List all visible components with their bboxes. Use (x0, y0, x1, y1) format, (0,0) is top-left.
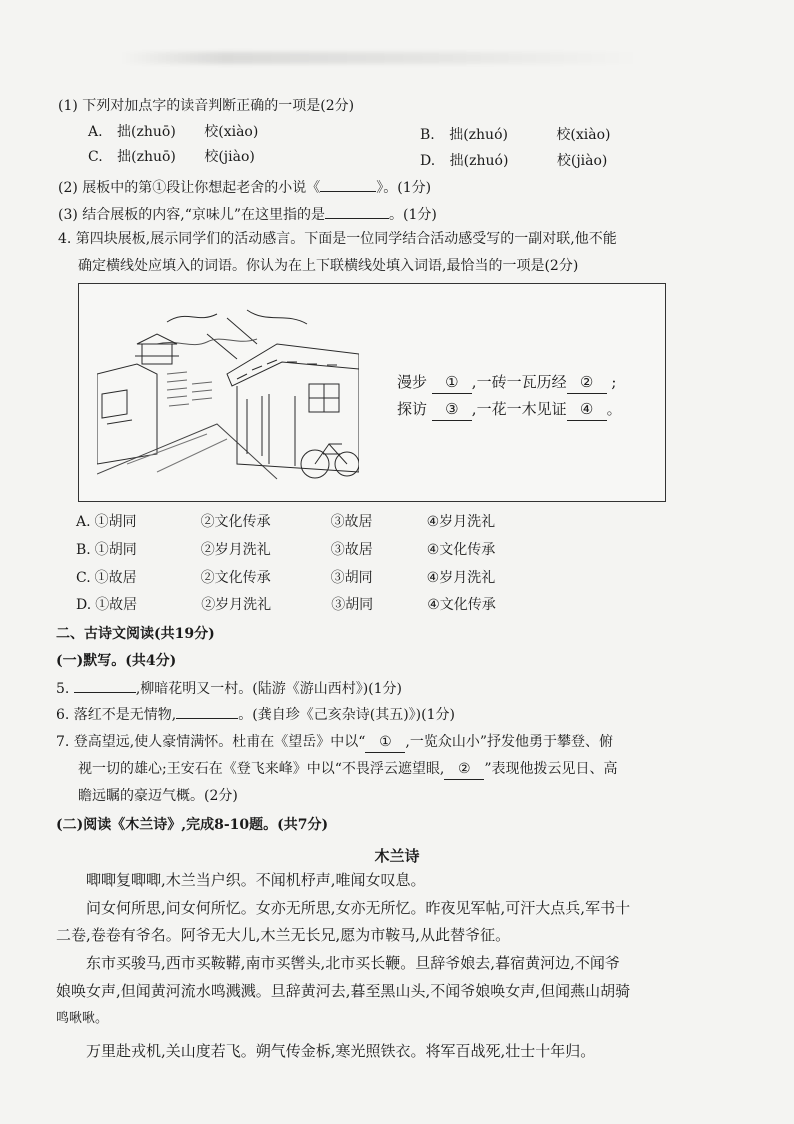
option-item: ①胡同 (94, 542, 137, 558)
q7-line1 (56, 732, 613, 753)
q1-option-a[interactable] (88, 122, 258, 142)
q7-answer-blank-2[interactable]: ② (444, 759, 484, 780)
q4-stem-line2: 确定横线处应填入的词语。你认为在上下联横线处填入词语,最恰当的一项是(2分) (78, 258, 579, 274)
option-label: C. (88, 149, 103, 165)
option-item: ①故居 (95, 597, 138, 613)
poem-para-2b: 二卷,卷卷有爷名。阿爷无大儿,木兰无长兄,愿为市鞍马,从此替爷征。 (56, 926, 511, 944)
q5-answer-blank[interactable] (74, 692, 136, 693)
option-item: ①故居 (94, 570, 137, 586)
option-label: A. (88, 124, 103, 140)
q4-stem-line1: 4. 第四块展板,展示同学们的活动感言。下面是一位同学结合活动感受写的一副对联,他不能 (58, 231, 617, 247)
q7-answer-blank-1[interactable]: ① (365, 732, 405, 753)
q5-number: 5. (56, 681, 70, 697)
poem-para-3a: 东市买骏马,西市买鞍鞯,南市买辔头,北市买长鞭。旦辞爷娘去,暮宿黄河边,不闻爷 (86, 954, 620, 972)
q2-text-end: 》。(1分) (376, 180, 432, 196)
option-label: A. (76, 514, 91, 530)
option-char1: 拙(zhuó) (449, 153, 509, 169)
option-char2: 校(xiào) (556, 127, 611, 143)
q4-option-b[interactable] (76, 540, 495, 560)
q4-option-a[interactable] (76, 512, 495, 532)
poem-para-3b: 娘唤女声,但闻黄河流水鸣溅溅。旦辞黄河去,暮至黑山头,不闻爷娘唤女声,但闻燕山胡骑 (56, 982, 631, 1000)
poem-title: 木兰诗 (374, 847, 420, 865)
q7-line2 (78, 759, 618, 780)
poem-para-2a: 问女何所思,问女何所忆。女亦无所思,女亦无所忆。昨夜见军帖,可汗大点兵,军书十 (86, 899, 631, 917)
couplet-word: 探访 (397, 400, 428, 418)
q3-line (58, 205, 437, 225)
reading-instruction: (二)阅读《木兰诗》,完成8-10题。(共7分) (56, 817, 329, 833)
option-item: ②文化传承 (200, 570, 271, 586)
q4-figure (78, 283, 666, 502)
couplet-blank-4[interactable]: ④ (567, 398, 607, 421)
option-item: ④岁月洗礼 (426, 514, 496, 530)
q4-option-d[interactable] (76, 595, 496, 615)
q6-text: 6. 落红不是无情物, (56, 707, 177, 723)
option-item: ①胡同 (94, 514, 137, 530)
option-item: ②岁月洗礼 (201, 597, 272, 613)
couplet-blank-3[interactable]: ③ (432, 398, 472, 421)
q7-text: 7. 登高望远,使人豪情满怀。杜甫在《望岳》中以“ (56, 734, 366, 750)
couplet-lower (397, 398, 622, 421)
subsection-title: (一)默写。(共4分) (56, 653, 177, 669)
option-item: ④文化传承 (427, 597, 496, 613)
option-item: ②文化传承 (200, 514, 271, 530)
option-item: ③胡同 (330, 570, 373, 586)
q6-text-end: 。(龚自珍《己亥杂诗(其五)》)(1分) (238, 707, 455, 723)
q3-text-end: 。(1分) (389, 207, 437, 223)
q7-line3: 瞻远瞩的豪迈气概。(2分) (78, 788, 238, 804)
option-label: D. (76, 597, 92, 613)
q1-option-b[interactable] (420, 125, 611, 145)
q7-text: ”表现他拨云见日、高 (484, 761, 618, 777)
q5-line (56, 679, 402, 699)
couplet-blank-1[interactable]: ① (432, 371, 472, 394)
option-char1: 拙(zhuō) (117, 149, 176, 165)
scan-shadow (120, 52, 640, 64)
option-item: ②岁月洗礼 (200, 542, 271, 558)
couplet-text: ,一砖一瓦历经 (471, 373, 567, 391)
q1-stem: (1) 下列对加点字的读音判断正确的一项是(2分) (58, 98, 355, 114)
option-label: B. (420, 127, 435, 143)
q3-text: (3) 结合展板的内容,“京味儿”在这里指的是 (58, 207, 326, 223)
option-item: ④文化传承 (426, 542, 496, 558)
q5-text: ,柳暗花明又一村。(陆游《游山西村》)(1分) (135, 681, 403, 697)
couplet-punct: 。 (606, 400, 622, 418)
couplet-punct: ; (611, 373, 617, 391)
q1-option-d[interactable] (420, 151, 607, 171)
q6-line (56, 705, 455, 725)
couplet-text: ,一花一木见证 (471, 400, 567, 418)
q2-line (58, 178, 431, 198)
q1-option-c[interactable] (88, 147, 255, 167)
q7-text: ,一览众山小”抒发他勇于攀登、俯 (405, 734, 614, 750)
hutong-sketch-image (97, 304, 359, 484)
couplet-upper (397, 371, 616, 394)
option-item: ④岁月洗礼 (426, 570, 496, 586)
option-char2: 校(xiào) (204, 124, 259, 140)
couplet-blank-2[interactable]: ② (567, 371, 607, 394)
q2-answer-blank[interactable] (320, 191, 376, 192)
option-item: ③胡同 (331, 597, 374, 613)
q3-answer-blank[interactable] (325, 218, 389, 219)
poem-para-3c: 鸣啾啾。 (56, 1011, 109, 1026)
option-char2: 校(jiào) (556, 153, 608, 169)
option-char2: 校(jiào) (204, 149, 255, 165)
option-label: D. (420, 153, 436, 169)
couplet-word: 漫步 (397, 373, 428, 391)
q4-option-c[interactable] (76, 568, 495, 588)
poem-para-4: 万里赴戎机,关山度若飞。朔气传金柝,寒光照铁衣。将军百战死,壮士十年归。 (86, 1042, 596, 1060)
q6-answer-blank[interactable] (176, 718, 238, 719)
option-label: C. (76, 570, 91, 586)
section-title: 二、古诗文阅读(共19分) (56, 626, 215, 642)
option-item: ③故居 (330, 542, 373, 558)
option-char1: 拙(zhuō) (117, 124, 176, 140)
option-label: B. (76, 542, 91, 558)
poem-para-1: 唧唧复唧唧,木兰当户织。不闻机杼声,唯闻女叹息。 (86, 871, 426, 889)
option-char1: 拙(zhuó) (449, 127, 508, 143)
option-item: ③故居 (330, 514, 373, 530)
q2-text: (2) 展板中的第①段让你想起老舍的小说《 (58, 180, 321, 196)
q7-text: 视一切的雄心;王安石在《登飞来峰》中以“不畏浮云遮望眼, (78, 761, 445, 777)
